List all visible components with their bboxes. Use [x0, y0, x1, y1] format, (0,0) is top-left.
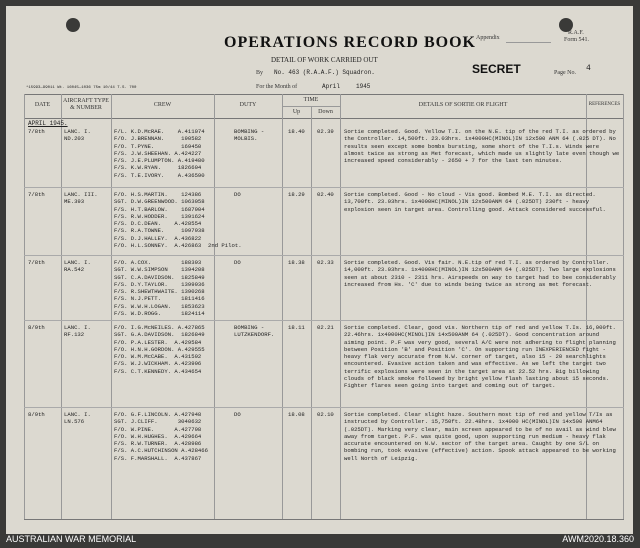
entry-duty: DO [234, 411, 241, 418]
entry-date: 7/8th [28, 259, 45, 266]
entry-time-down: 02.33 [317, 259, 334, 266]
page-no: 4 [586, 64, 591, 73]
footer-catalogue-id: AWM2020.18.360 [562, 534, 634, 544]
month-heading: APRIL 1945. [28, 120, 68, 127]
entry-aircraft: LANC. I. RF.132 [64, 324, 91, 339]
entry-details: Sortie completed. Good. Vis fair. N.E.tip of red T.I. as ordered by Controller. 14,000ft. 23.03hrs. 1x4000HC(MINOL)IN 12x500ANM 64 (.025DT). Two large explosions seen at about 2310 - 2311 hrs. Airspeeds on way to target had to bee considerably increased from Hs. 'C' due to winds being twice as strong as met forecast. [344, 259, 616, 288]
entry-time-up: 18.08 [288, 411, 305, 418]
printer-note: *15993—99011 Wt. 16045—1036 75m 10/44 T.S. 700 [26, 86, 137, 90]
month-value: April [322, 83, 341, 90]
page-title: OPERATIONS RECORD BOOK [224, 34, 476, 51]
entry-aircraft: LANC. I. RA.542 [64, 259, 91, 274]
entry-time-up: 18.11 [288, 324, 305, 331]
entry-time-up: 18.40 [288, 128, 305, 135]
entry-date: 8/9th [28, 411, 45, 418]
entry-time-up: 18.29 [288, 191, 305, 198]
entry-time-down: 02.10 [317, 411, 334, 418]
entry-duty: DO [234, 259, 241, 266]
entry-time-down: 02.39 [317, 128, 334, 135]
squadron-name: No. 463 (R.A.A.F.) Squadron. [274, 69, 375, 76]
entry-aircraft: LANC. I. ND.203 [64, 128, 91, 143]
page-no-label: Page No. [554, 70, 576, 76]
entry-date: 7/8th [28, 128, 45, 135]
entry-details: Sortie completed. Clear slight haze. Southern most tip of red and yellow T/Is as instructed by Controller. 15,750ft. 22.48hrs. 1x4000 HC(MINOL)IN 14x500 ANM64 (.025DT). Marking very clear, main screen appeared to be of no avail as wind blew away from target. P.F. was quite good, upon supporting run medium - heavy flak accurate encountered on N.W. sector of the target area. Caught by one S/L on bombing run, took evasive (effective) action. Spook attack appeared to be working well North of Leipzig. [344, 411, 616, 462]
entry-duty: DO [234, 191, 241, 198]
col-aircraft: AIRCRAFT TYPE & NUMBER [63, 98, 109, 111]
secret-stamp: SECRET [472, 62, 521, 76]
entry-time-down: 02.40 [317, 191, 334, 198]
entry-crew: F/O. I.G.McNEILES. A.427865 SGT. G.A.DAVIDSON. 1826849 F/O. P.A.LESTER. A.429584 F/O. H.N.H.GORDON. A.429555 F/O. W.M.McCABE. A.431592 F/S. W.J.WICKHAM. A.423996 F/S. C.T.KENNEDY. A.434654 [114, 324, 205, 375]
year-value: 1945 [356, 83, 371, 90]
month-label: For the Month of [256, 84, 298, 90]
col-time: TIME [303, 97, 319, 103]
col-up: Up [292, 109, 301, 115]
col-date: DATE [34, 102, 51, 108]
punch-hole [66, 18, 80, 32]
entry-details: Sortie completed. Good - No cloud - Vis good. Bombed M.E. T.I. as directed. 13,700ft. 23.03hrs. 1x4000HC(MINOL)IN 12x500ANM 64 (.025DT) 230ft - heavy explosion seen in target area. Controlling good. Attack considered successful. [344, 191, 606, 213]
page-subtitle: DETAIL OF WORK CARRIED OUT [271, 56, 378, 64]
entry-crew: F/O. A.COX. 188393 SGT. W.W.SIMPSON 1394208 SGT. C.A.DAVIDSON. 1825849 F/S. D.Y.TAYLOR. 1399936 F/S. R.SHEWTHWAITE. 1390268 F/S. N.J.PETT. 1811416 F/S. W.W.H.LOGAN. 1853623 F/S. W.D.ROGG. 1824114 [114, 259, 205, 318]
form-label-2: Form 541. [564, 37, 590, 43]
appendix-label: Appendix [476, 35, 500, 41]
entry-date: 8/9th [28, 324, 45, 331]
entry-date: 7/8th [28, 191, 45, 198]
col-crew: CREW [153, 102, 172, 108]
footer-credit: AUSTRALIAN WAR MEMORIAL [6, 534, 137, 544]
col-down: Down [318, 109, 333, 115]
col-duty: DUTY [239, 102, 257, 108]
entry-duty: BOMBING - LUTZKENDORF. [234, 324, 275, 339]
by-label: By [256, 70, 264, 76]
record-page [6, 6, 633, 534]
entry-aircraft: LANC. I. LN.576 [64, 411, 91, 426]
entry-time-down: 02.21 [317, 324, 334, 331]
entry-time-up: 18.38 [288, 259, 305, 266]
entry-crew: F/O. H.S.MARTIN. 124386 SGT. D.W.GREENWOOD. 1063058 F/S. H.T.BARLOW. 1687904 F/S. R.W.HODDER. 1391624 F/S. D.C.DEAN. A.428554 F/S. R.A.TOWNE. 1097938 F/S. D.J.HALLEY. A.436822 F/O. H.L.SONNEY. A.426863 2nd Pilot. [114, 191, 242, 250]
entry-crew: F/O. G.F.LINCOLN. A.427948 SGT. J.CLIFF. 3040632 F/O. W.PINE. A.427798 F/O. W.H.HUGHES. A.429664 F/S. R.W.TURNER. A.428986 F/S. A.C.HUTCHINSON A.428466 F/S. F.MARSHALL. A.437867 [114, 411, 208, 462]
col-details: DETAILS OF SORTIE OR FLIGHT [418, 102, 508, 108]
entry-aircraft: LANC. III. ME.393 [64, 191, 98, 206]
entry-details: Sortie completed. Good. Yellow T.I. on the N.E. tip of the red T.I. as ordered by the Controller. 14,500ft. 23.03hrs. 1x4000HC(MINOL)IN 12x500 ANM 64 (.025 DT). No results seen except some bombs bursting, some short of the T.I.s. Winds were almost twice as strong as Met forecast, which made us slightly late even though we increased speed considerably - 2650 + 7 for the last ten minutes. [344, 128, 620, 165]
entry-crew: F/L. K.D.McRAE. A.411074 F/O. J.BRENNAN. 190582 F/O. T.PYNE. 169450 F/S. J.W.SHEEHAN. A.424227 F/S. J.E.PLUMPTON. A.419480 F/S. K.W.RYAN. 1826604 F/S. T.E.IVORY. A.436590 [114, 128, 205, 179]
entry-details: Sortie completed. Clear, good vis. Northern tip of red and yellow T.Is. 16,000ft. 22.46hrs. 1x4000HC(MINOL)IN 14x500ANM 64 (.025DT). Good concentration around aiming point. P.F was very good, several A/C were not adhering to flight planning between Position 'B' and Position 'C'. On supporting run INEXPERIENCED fight - heavy flak very accurate from N.W. corner of target, also 15 - 20 searchlights encountered. Evasive action taken and was effective. As we left the target two terrific explosions were seen in the target area at 22.52 hrs. Big billowing clouds of black smoke followed by bright yellow flash lasting about 15 seconds. Fighter flares seen going into target and coming out of target. [344, 324, 616, 390]
entry-duty: BOMBING - MOLBIS. [234, 128, 265, 143]
form-label-1: R.A.F. [568, 30, 584, 36]
col-references: REFERENCES [588, 102, 621, 107]
